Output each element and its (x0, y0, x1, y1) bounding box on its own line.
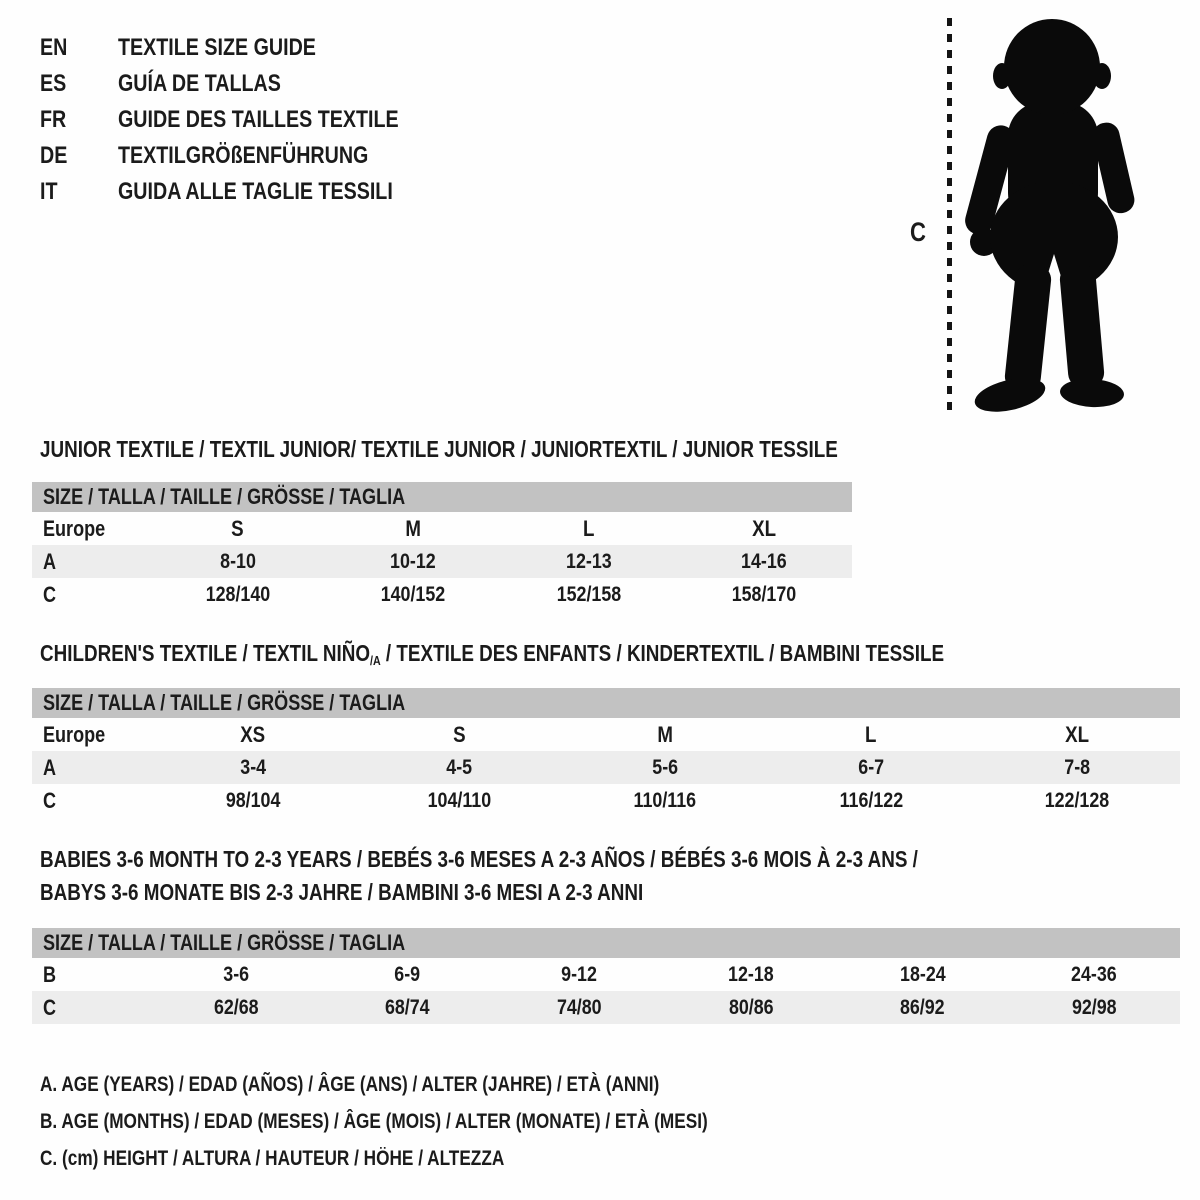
language-row-fr (40, 102, 460, 138)
size-header-label: SIZE / TALLA / TAILLE / GRÖSSE / TAGLIA (43, 484, 406, 509)
children-section-title (40, 640, 1143, 668)
value-cell: 18-24 (899, 962, 946, 986)
language-code: FR (40, 106, 67, 133)
row-label: C (43, 994, 57, 1020)
size-cell: L (583, 515, 595, 541)
value-cell: 6-9 (394, 962, 421, 986)
height-measure-dashed-line (947, 18, 952, 416)
value-cell: 92/98 (1071, 995, 1117, 1019)
size-cell: M (405, 515, 422, 541)
value-cell: 140/152 (380, 582, 446, 606)
children-title-suffix: / TEXTILE DES ENFANTS / KINDERTEXTIL / BAMBINI TESSILE (380, 640, 945, 666)
size-cell: S (231, 515, 244, 541)
children-section-title-text (40, 640, 944, 668)
babies-section-title (40, 846, 1111, 912)
size-header-label: SIZE / TALLA / TAILLE / GRÖSSE / TAGLIA (43, 930, 406, 955)
junior-section-title (40, 436, 1013, 463)
value-cell: 10-12 (390, 549, 437, 573)
value-cell: 12-13 (565, 549, 612, 573)
babies-months-row (32, 958, 1180, 991)
value-cell: 104/110 (427, 788, 491, 812)
babies-title-line-1: BABIES 3-6 MONTH TO 2-3 YEARS / BEBÉS 3-6 MESES A 2-3 AÑOS / BÉBÉS 3-6 MOIS À 2-3 ANS / (40, 846, 918, 872)
value-cell: 3-6 (222, 962, 249, 986)
junior-age-row (32, 545, 852, 578)
value-cell: 14-16 (741, 549, 788, 573)
junior-table-header (32, 482, 852, 512)
value-cell: 116/122 (839, 788, 903, 812)
junior-size-row (32, 512, 852, 545)
legend-line-a (40, 1066, 854, 1103)
region-label: Europe (43, 721, 106, 747)
value-cell: 152/158 (556, 582, 622, 606)
size-cell: M (657, 721, 673, 747)
junior-size-table (32, 482, 852, 611)
language-title: TEXTILGRÖßENFÜHRUNG (118, 142, 369, 169)
height-label-c (910, 217, 930, 248)
junior-section-title-text: JUNIOR TEXTILE / TEXTIL JUNIOR/ TEXTILE JUNIOR / JUNIORTEXTIL / JUNIOR TESSILE (40, 436, 838, 462)
row-label: A (43, 754, 57, 780)
value-cell: 6-7 (858, 755, 884, 779)
language-title: GUIDE DES TAILLES TEXTILE (118, 106, 399, 133)
size-cell: XL (752, 515, 777, 541)
language-code: EN (40, 34, 68, 61)
junior-height-row (32, 578, 852, 611)
value-cell: 158/170 (731, 582, 797, 606)
value-cell: 12-18 (727, 962, 774, 986)
babies-title-line-2: BABYS 3-6 MONATE BIS 2-3 JAHRE / BAMBINI 3-6 MESI A 2-3 ANNI (40, 879, 644, 905)
children-size-table (32, 688, 1180, 817)
language-row-it (40, 174, 460, 210)
size-header-label: SIZE / TALLA / TAILLE / GRÖSSE / TAGLIA (43, 690, 406, 715)
value-cell: 68/74 (385, 995, 430, 1019)
legend-line-b (40, 1103, 854, 1140)
height-label-text: C (910, 217, 926, 247)
value-cell: 7-8 (1064, 755, 1090, 779)
legend-text: A. AGE (YEARS) / EDAD (AÑOS) / ÂGE (ANS) / ALTER (JAHRE) / ETÀ (ANNI) (40, 1072, 660, 1096)
value-cell: 86/92 (900, 995, 945, 1019)
children-title-subscript: /A (370, 653, 381, 668)
value-cell: 62/68 (213, 995, 259, 1019)
legend-text: B. AGE (MONTHS) / EDAD (MESES) / ÂGE (MOIS) / ALTER (MONATE) / ETÀ (MESI) (40, 1109, 708, 1133)
language-code: ES (40, 70, 67, 97)
legend-text: C. (cm) HEIGHT / ALTURA / HAUTEUR / HÖHE / ALTEZZA (40, 1146, 505, 1170)
row-label: A (43, 548, 57, 574)
value-cell: 9-12 (561, 962, 598, 986)
babies-size-table (32, 928, 1180, 1024)
language-code: DE (40, 142, 68, 169)
children-title-prefix: CHILDREN'S TEXTILE / TEXTIL NIÑO (40, 640, 371, 666)
size-cell: XL (1065, 721, 1089, 747)
value-cell: 80/86 (728, 995, 774, 1019)
value-cell: 8-10 (219, 549, 256, 573)
value-cell: 4-5 (446, 755, 472, 779)
toddler-silhouette (960, 12, 1148, 417)
row-label: C (43, 581, 57, 607)
value-cell: 5-6 (652, 755, 678, 779)
language-title: GUIDA ALLE TAGLIE TESSILI (118, 178, 393, 205)
language-list (40, 30, 460, 210)
language-title: TEXTILE SIZE GUIDE (118, 34, 316, 61)
measurement-legend (40, 1066, 854, 1177)
children-age-row (32, 751, 1180, 784)
language-row-de (40, 138, 460, 174)
value-cell: 24-36 (1071, 962, 1117, 986)
children-size-row (32, 718, 1180, 751)
row-label: B (43, 961, 57, 987)
size-cell: S (452, 721, 466, 747)
children-table-header (32, 688, 1180, 718)
value-cell: 122/128 (1044, 788, 1110, 812)
language-row-en (40, 30, 460, 66)
value-cell: 98/104 (225, 788, 281, 812)
row-label: C (43, 787, 57, 813)
babies-table-header (32, 928, 1180, 958)
language-code: IT (40, 178, 58, 205)
value-cell: 74/80 (556, 995, 602, 1019)
size-cell: XS (240, 721, 266, 747)
value-cell: 110/116 (633, 788, 697, 812)
legend-line-c (40, 1140, 854, 1177)
language-row-es (40, 66, 460, 102)
region-label: Europe (43, 515, 106, 541)
children-height-row (32, 784, 1180, 817)
size-cell: L (865, 721, 877, 747)
value-cell: 3-4 (240, 755, 266, 779)
language-title: GUÍA DE TALLAS (118, 70, 281, 97)
value-cell: 128/140 (205, 582, 271, 606)
babies-height-row (32, 991, 1180, 1024)
